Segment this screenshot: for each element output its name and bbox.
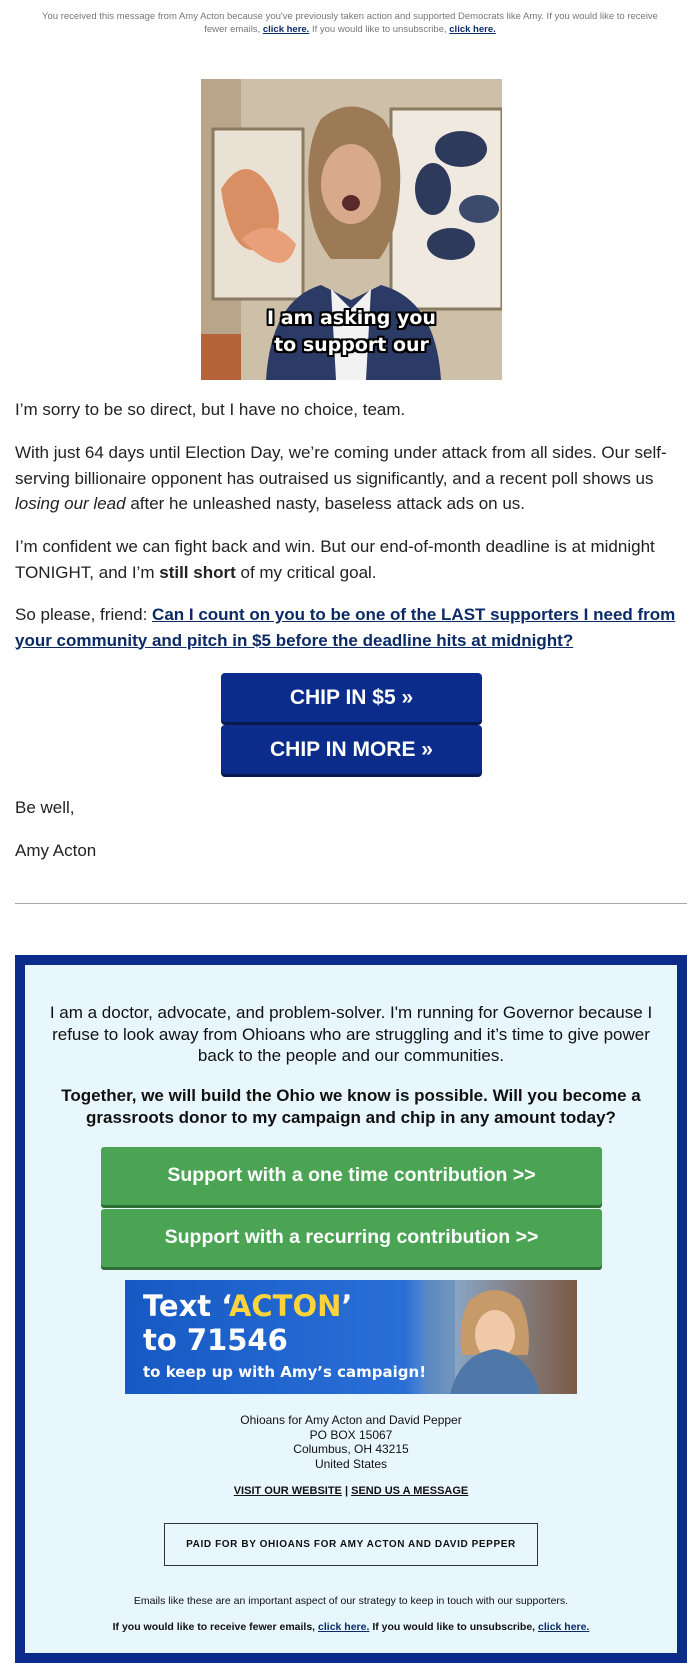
banner-highlight: ACTON — [228, 1289, 342, 1323]
preheader — [30, 10, 670, 36]
recurring-contribution-button[interactable]: Support with a recurring contribution >> — [101, 1209, 602, 1267]
preheader-text: You received this message from Amy Acton because you've previously taken action and supported Democrats like Amy. If you would like to receive fewer emails, — [42, 11, 658, 35]
send-message-link[interactable]: SEND US A MESSAGE — [351, 1485, 469, 1497]
banner-line-2: to 71546 — [143, 1323, 288, 1357]
footer-unsub-text-2: If you would like to unsubscribe, — [372, 1621, 536, 1633]
hero-caption — [201, 305, 502, 359]
divider — [15, 903, 687, 904]
closing — [15, 795, 687, 821]
address-po: PO BOX 15067 — [309, 1427, 393, 1442]
paragraph-4 — [15, 602, 687, 653]
paragraph-2-emphasis: losing our lead — [15, 494, 126, 513]
banner-line-3: to keep up with Amy’s campaign! — [143, 1363, 427, 1381]
banner-line-1-suffix: ’ — [341, 1289, 353, 1323]
banner-line-1-prefix: Text ‘ — [143, 1289, 229, 1323]
paid-for-disclaimer: PAID FOR BY OHIOANS FOR AMY ACTON AND DAVID PEPPER — [164, 1523, 538, 1566]
footer-fewer-emails-link[interactable]: click here. — [318, 1621, 370, 1633]
footer-unsubscribe — [37, 1621, 665, 1633]
paragraph-2 — [15, 440, 687, 517]
paragraph-4-text: So please, friend: — [15, 605, 148, 624]
banner-line-1 — [143, 1290, 352, 1323]
preheader-text-2: If you would like to unsubscribe, — [311, 24, 447, 35]
footer-link-separator: | — [344, 1485, 349, 1497]
paragraph-2-text: With just 64 days until Election Day, we’re coming under attack from all sides. Our self-serving billionaire opponent has outraised us significantly, and a recent poll shows us — [15, 443, 667, 488]
fewer-emails-link[interactable]: click here. — [262, 24, 310, 35]
paragraph-3 — [15, 534, 687, 585]
footer-unsub-text: If you would like to receive fewer emails, — [112, 1621, 316, 1633]
footer-intro: I am a doctor, advocate, and problem-solver. I'm running for Governor because I refuse to look away from Ohioans who are struggling and it’s time to give power back to the people and our communities. — [49, 1003, 653, 1065]
closing-text: Be well, — [15, 798, 75, 817]
hero-video-image[interactable] — [201, 79, 502, 380]
paragraph-3-text: I’m confident we can fight back and win. But our end-of-month deadline is at midnight TONIGHT, and I’m — [15, 537, 655, 582]
donate-text-link[interactable]: Can I count on you to be one of the LAST supporters I need from your community and pitch in $5 before the deadline hits at midnight? — [15, 605, 676, 650]
footer-box — [15, 955, 687, 1663]
unsubscribe-link[interactable]: click here. — [449, 24, 496, 35]
one-time-contribution-button[interactable]: Support with a one time contribution >> — [101, 1147, 602, 1205]
hero-caption-line-1: I am asking you — [267, 307, 436, 329]
chip-in-more-button[interactable]: CHIP IN MORE » — [221, 725, 482, 774]
hero-caption-line-2: to support our — [274, 334, 429, 356]
address-city: Columbus, OH 43215 — [293, 1442, 409, 1456]
address-org: Ohioans for Amy Acton and David Pepper — [240, 1413, 462, 1427]
signature — [15, 838, 687, 864]
paragraph-3-strong: still short — [159, 562, 236, 582]
mailing-address — [37, 1413, 665, 1471]
paragraph-1-text: I’m sorry to be so direct, but I have no choice, team. — [15, 400, 406, 419]
footer-ask: Together, we will build the Ohio we know is possible. Will you become a grassroots donor to my campaign and chip in any amount today? — [61, 1086, 641, 1127]
paragraph-1 — [15, 397, 687, 423]
visit-website-link[interactable]: VISIT OUR WEBSITE — [233, 1485, 342, 1497]
chip-in-5-button[interactable]: CHIP IN $5 » — [221, 673, 482, 722]
paragraph-2-text-end: after he unleashed nasty, baseless attack ads on us. — [130, 494, 526, 513]
footer-links — [37, 1485, 665, 1497]
paragraph-3-text-end: of my critical goal. — [240, 562, 377, 582]
signature-text: Amy Acton — [15, 841, 97, 860]
footer-unsubscribe-link[interactable]: click here. — [538, 1621, 590, 1633]
text-acton-banner[interactable] — [125, 1280, 577, 1394]
address-country: United States — [314, 1456, 388, 1471]
footer-note: Emails like these are an important aspect of our strategy to keep in touch with our supporters. — [133, 1595, 569, 1607]
